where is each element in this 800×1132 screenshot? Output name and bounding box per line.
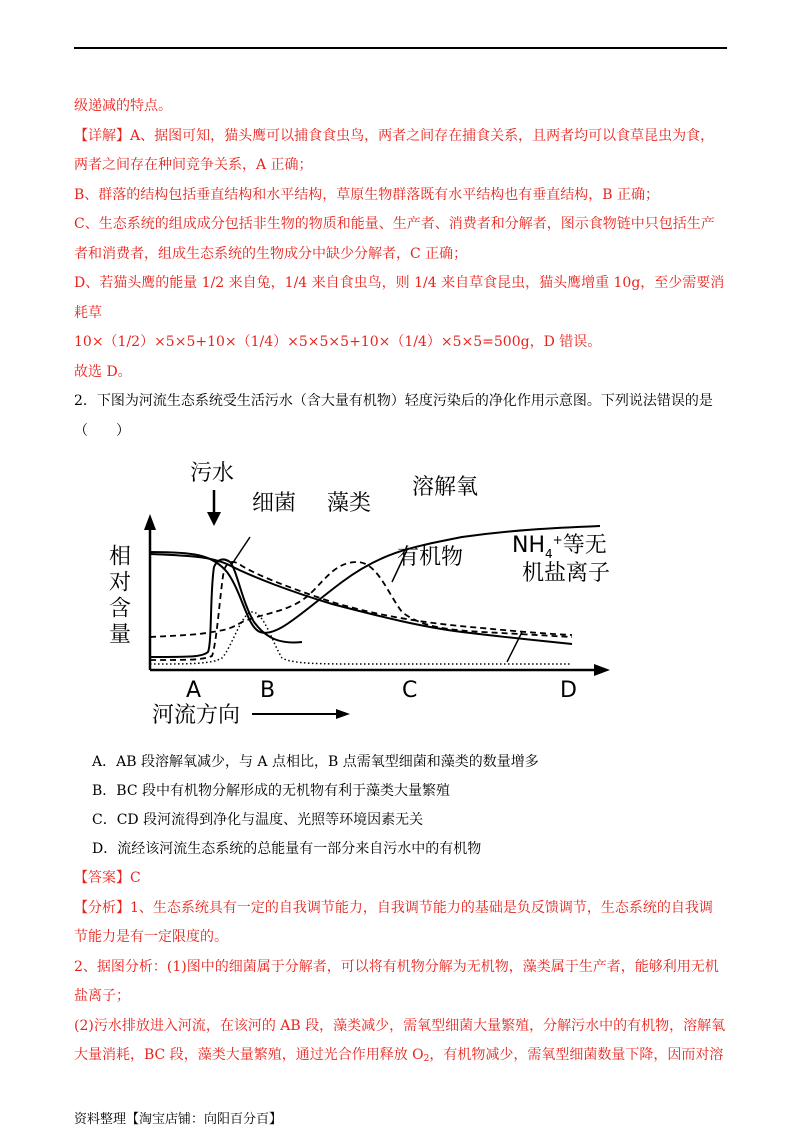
option-a: A．AB 段溶解氧减少，与 A 点相比，B 点需氧型细菌和藻类的数量增多 xyxy=(92,754,539,770)
label-organic: 有机物 xyxy=(397,545,464,570)
label-sewage: 污水 xyxy=(190,461,235,486)
bacteria-curve xyxy=(150,559,302,657)
y-axis-arrow xyxy=(144,514,156,530)
header-rule xyxy=(74,47,727,49)
label-bacteria: 细菌 xyxy=(252,491,297,516)
x-axis-arrow xyxy=(594,664,610,676)
analysis-tag: 【分析】 xyxy=(74,899,130,916)
analysis-3: (2)污水排放进入河流，在该河的 AB 段，藻类减少，需氧型细菌大量繁殖，分解污水中的有机物，溶解氧 xyxy=(74,1017,726,1034)
label-oxygen: 溶解氧 xyxy=(412,475,479,500)
document-body xyxy=(74,92,729,1075)
footer: 资料整理【淘宝店铺：向阳百分百】 xyxy=(74,1112,283,1127)
bacteria-pointer xyxy=(232,537,250,564)
answer-tag: 【答案】 xyxy=(74,870,130,886)
analysis-3-cont-a: 大量消耗，BC 段，藻类大量繁殖，通过光合作用释放 O xyxy=(74,1047,424,1063)
answer-value: C xyxy=(130,870,141,886)
analysis-3-cont xyxy=(74,1041,729,1075)
conclusion: 故选 D。 xyxy=(74,363,132,380)
question-2-paren: （ ） xyxy=(74,422,130,439)
detail-c: C、生态系统的组成成分包括非生物的物质和能量、生产者、消费者和分解者，图示食物链中只包括生产 xyxy=(74,216,715,232)
sewage-arrow-head xyxy=(207,512,221,526)
point-c: C xyxy=(402,678,418,703)
detail-d: D、若猫头鹰的能量 1/2 来自兔，1/4 来自食虫鸟，则 1/4 来自草食昆虫，猫头鹰增重 10g，至少需要消耗草 xyxy=(74,275,725,321)
analysis-3-cont-b: ，有机物减少，需氧型细菌数量下降，因而对溶 xyxy=(429,1047,724,1063)
detail-c-cont: 者和消费者，组成生态系统的生物成分中缺少分解者，C 正确； xyxy=(74,245,468,262)
label-nh4: $NH_4^+$等无 xyxy=(512,533,607,561)
option-b: B．BC 段中有机物分解形成的无机物有利于藻类大量繁殖 xyxy=(92,783,450,799)
label-inorganic: 机盐离子 xyxy=(522,561,611,586)
figure-svg xyxy=(102,452,622,742)
detail-b: B、群落的结构包括垂直结构和水平结构，草原生物群落既有水平结构也有垂直结构，B 正确； xyxy=(74,186,660,203)
point-a: A xyxy=(186,678,202,703)
label-river-direction: 河流方向 xyxy=(152,703,241,728)
o2-subscript: 2 xyxy=(423,1054,430,1064)
river-purification-figure xyxy=(102,452,622,742)
detail-tag: 【详解】 xyxy=(74,127,130,144)
analysis-1 xyxy=(74,894,729,924)
detail-a-text: A、据图可知，猫头鹰可以捕食食虫鸟，两者之间存在捕食关系，且两者均可以食草昆虫为食， xyxy=(130,127,715,144)
y-axis-label: 相对含量 xyxy=(105,544,131,648)
point-d: D xyxy=(560,678,577,703)
label-algae: 藻类 xyxy=(327,491,372,516)
option-c: C．CD 段河流得到净化与温度、光照等环境因素无关 xyxy=(92,812,424,828)
analysis-2-cont: 盐离子； xyxy=(74,988,130,1004)
analysis-2: 2、据图分析：(1)图中的细菌属于分解者，可以将有机物分解为无机物，藻类属于生产者，能够利用无机 xyxy=(74,958,719,975)
question-2: 2．下图为河流生态系统受生活污水（含大量有机物）轻度污染后的净化作用示意图。下列说法错误的是 xyxy=(74,393,713,409)
detail-a xyxy=(74,122,729,152)
detail-a-cont: 两者之间存在种间竞争关系，A 正确； xyxy=(74,157,313,173)
option-d: D．流经该河流生态系统的总能量有一部分来自污水中的有机物 xyxy=(92,841,482,857)
analysis-1-text: 1、生态系统具有一定的自我调节能力，自我调节能力的基础是负反馈调节，生态系统的自我调 xyxy=(130,899,713,916)
detail-d-cont: 10×（1/2）×5×5+10×（1/4）×5×5×5+10×（1/4）×5×5=500g，D 错误。 xyxy=(74,334,602,350)
point-b: B xyxy=(260,678,276,703)
analysis-1-cont: 节能力是有一定限度的。 xyxy=(74,929,228,945)
paragraph: 级递减的特点。 xyxy=(74,98,172,114)
river-arrow-head xyxy=(336,709,350,719)
answer xyxy=(74,864,729,894)
